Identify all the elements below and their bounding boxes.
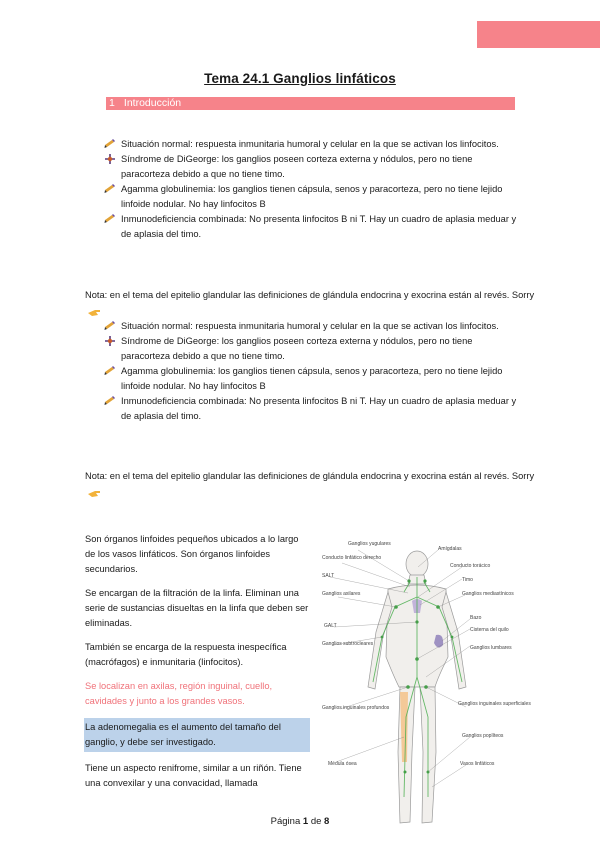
label-cisterna-quilo: Cisterna del quilo bbox=[470, 627, 509, 633]
paragraph: Se encargan de la filtración de la linfa. Eliminan una serie de sustancias disueltas en la linfa que deben ser eliminadas. bbox=[85, 588, 309, 628]
label-amigdalas: Amígdalas bbox=[438, 546, 462, 552]
body-text-column bbox=[85, 532, 310, 800]
paragraph: También se encarga de la respuesta inespecífica (macrófagos) e inmunitaria (linfocitos). bbox=[85, 642, 287, 667]
label-conducto-derecho: Conducto linfático derecho bbox=[322, 555, 382, 561]
pointing-hand-icon bbox=[87, 308, 101, 317]
label-ganglios-mediastinicos: Ganglios mediastínicos bbox=[462, 591, 514, 597]
label-ganglios-lumbares: Ganglios lumbares bbox=[470, 645, 512, 651]
corner-color-tab bbox=[477, 21, 600, 48]
bullet-list bbox=[103, 137, 523, 242]
pencil-icon bbox=[104, 320, 116, 332]
label-ganglios-subtroclares: Ganglios subtrocleares bbox=[322, 641, 374, 647]
label-ganglios-popliteos: Ganglios poplíteos bbox=[462, 733, 504, 739]
section-heading bbox=[106, 97, 515, 110]
list-item: Situación normal: respuesta inmunitaria humoral y celular en la que se activan los linfocitos. bbox=[103, 319, 523, 334]
label-conducto-toracico: Conducto torácico bbox=[450, 563, 491, 569]
pushpin-icon bbox=[104, 153, 116, 165]
label-ganglios-inguinales-profundos: Ganglios inguinales profundos bbox=[322, 705, 390, 711]
label-vasos-linfaticos: Vasos linfáticos bbox=[460, 761, 495, 767]
label-medula-osea: Médula ósea bbox=[328, 761, 357, 767]
section-title: Introducción bbox=[123, 97, 182, 109]
label-ganglios-axilares: Ganglios axilares bbox=[322, 591, 361, 597]
list-item: Inmunodeficiencia combinada: No presenta linfocitos B ni T. Hay un cuadro de aplasia meduar y de aplasia del timo. bbox=[103, 394, 523, 424]
pencil-icon bbox=[104, 213, 116, 225]
paragraph-highlight-blue: La adenomegalia es el aumento del tamaño del ganglio, y debe ser investigado. bbox=[84, 718, 310, 752]
lymphatic-system-figure bbox=[320, 537, 531, 842]
pencil-icon bbox=[104, 365, 116, 377]
pencil-icon bbox=[104, 183, 116, 195]
paragraph-highlight-red: Se localizan en axilas, región inguinal, cuello, cavidades y junto a los grandes vasos. bbox=[85, 681, 273, 706]
page-footer: Página 1 de 8 bbox=[270, 816, 330, 827]
label-galt: GALT bbox=[324, 623, 337, 629]
section-number: 1 bbox=[109, 97, 115, 109]
note-text: Nota: en el tema del epitelio glandular las definiciones de glándula endocrina y exocrina están al revés. Sorry bbox=[85, 286, 535, 322]
pencil-icon bbox=[104, 395, 116, 407]
note-text: Nota: en el tema del epitelio glandular las definiciones de glándula endocrina y exocrina están al revés. Sorry bbox=[85, 467, 535, 503]
list-item: Síndrome de DiGeorge: los ganglios poseen corteza externa y nódulos, pero no tiene paracorteza debido a que no tiene timo. bbox=[103, 334, 523, 364]
pencil-icon bbox=[104, 138, 116, 150]
label-ganglios-inguinales-superficiales: Ganglios inguinales superficiales bbox=[458, 701, 531, 707]
list-item: Síndrome de DiGeorge: los ganglios poseen corteza externa y nódulos, pero no tiene paracorteza debido a que no tiene timo. bbox=[103, 152, 523, 182]
paragraph: Son órganos linfoides pequeños ubicados a lo largo de los vasos linfáticos. Son órganos linfoides secundarios. bbox=[85, 534, 299, 574]
list-item: Agamma globulinemia: los ganglios tienen cápsula, senos y paracorteza, pero no tiene lejido linfoide nodular. No hay linfocitos B bbox=[103, 364, 523, 394]
label-salt: SALT bbox=[322, 573, 335, 579]
label-bazo: Bazo bbox=[470, 615, 482, 621]
list-item: Situación normal: respuesta inmunitaria humoral y celular en la que se activan los linfocitos. bbox=[103, 137, 523, 152]
list-item: Inmunodeficiencia combinada: No presenta linfocitos B ni T. Hay un cuadro de aplasia meduar y de aplasia del timo. bbox=[103, 212, 523, 242]
bullet-list bbox=[103, 319, 523, 424]
label-ganglios-yugulares: Ganglios yugulares bbox=[348, 541, 391, 547]
pushpin-icon bbox=[104, 335, 116, 347]
pointing-hand-icon bbox=[87, 489, 101, 498]
document-title: Tema 24.1 Ganglios linfáticos bbox=[204, 71, 396, 86]
list-item: Agamma globulinemia: los ganglios tienen cápsula, senos y paracorteza, pero no tiene lejido linfoide nodular. No hay linfocitos B bbox=[103, 182, 523, 212]
paragraph: Tiene un aspecto renifrome, similar a un riñón. Tiene una convexilar y una convacidad, llamada bbox=[85, 763, 302, 788]
label-timo: Timo bbox=[462, 577, 473, 583]
